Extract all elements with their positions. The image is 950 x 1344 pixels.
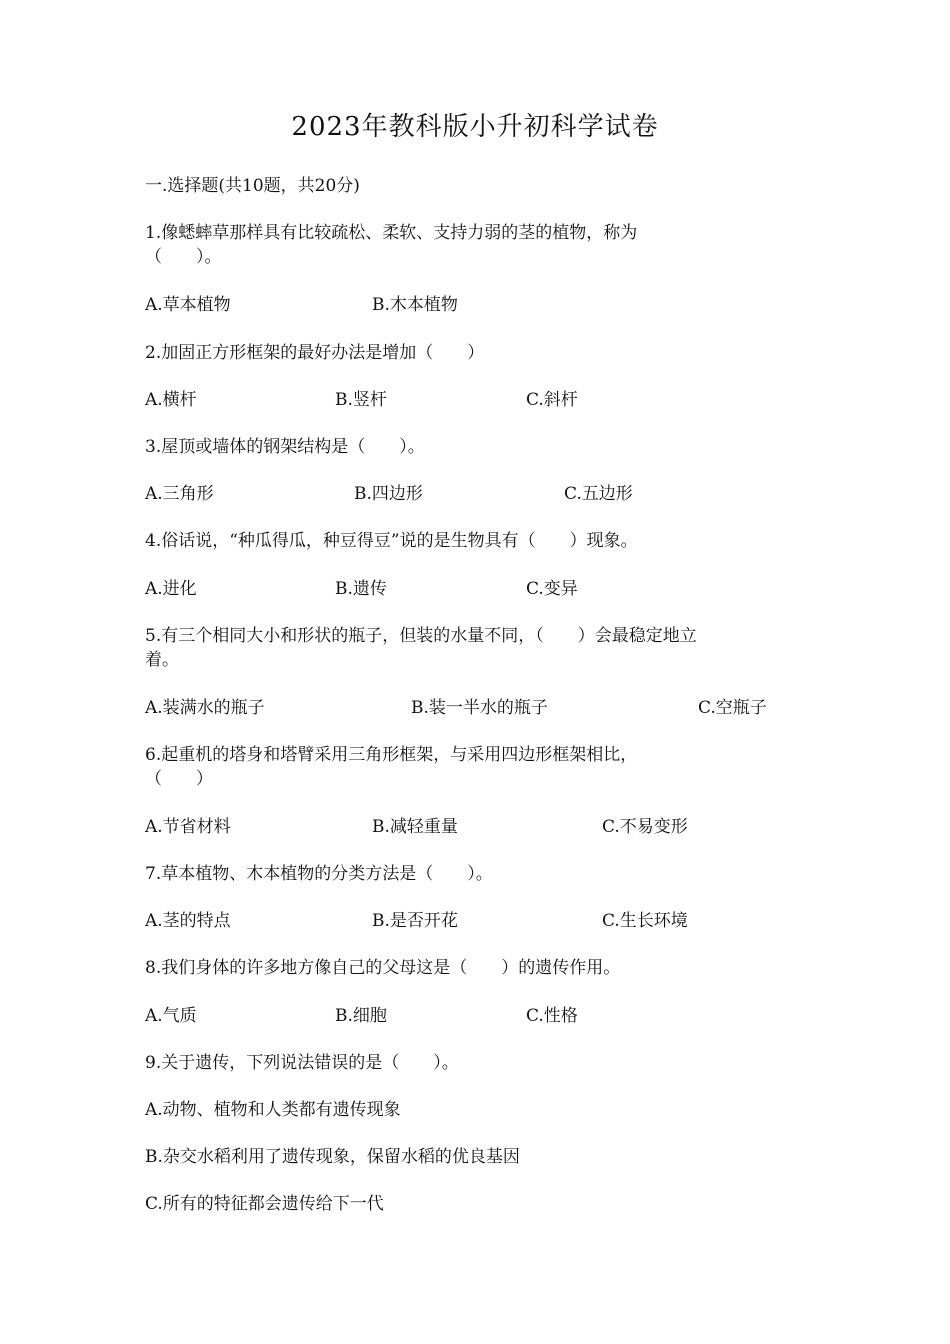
question-2-stem: 2.加固正方形框架的最好办法是增加（ ） bbox=[145, 343, 485, 363]
question-7-stem: 7.草本植物、木本植物的分类方法是（ ）。 bbox=[145, 864, 493, 884]
question-3-stem: 3.屋顶或墙体的钢架结构是（ ）。 bbox=[145, 437, 425, 457]
question-2-option-a: A.横杆 bbox=[145, 390, 197, 410]
section-header: 一.选择题(共10题，共20分) bbox=[145, 176, 360, 196]
question-1-option-a: A.草本植物 bbox=[145, 295, 231, 315]
question-6-option-b: B.减轻重量 bbox=[372, 817, 458, 837]
question-1-stem-line-1: 1.像蟋蟀草那样具有比较疏松、柔软、支持力弱的茎的植物，称为 bbox=[145, 223, 638, 243]
question-7-option-b: B.是否开花 bbox=[372, 911, 458, 931]
question-8-option-b: B.细胞 bbox=[335, 1006, 387, 1026]
question-4-option-a: A.进化 bbox=[145, 579, 197, 599]
question-3-option-b: B.四边形 bbox=[354, 484, 423, 504]
question-9-stem: 9.关于遗传，下列说法错误的是（ ）。 bbox=[145, 1053, 459, 1073]
question-4-option-b: B.遗传 bbox=[335, 579, 387, 599]
question-4-option-c: C.变异 bbox=[526, 579, 578, 599]
question-8-stem: 8.我们身体的许多地方像自己的父母这是（ ）的遗传作用。 bbox=[145, 958, 621, 978]
question-9-option-a: A.动物、植物和人类都有遗传现象 bbox=[145, 1100, 401, 1120]
question-5-option-c: C.空瓶子 bbox=[698, 698, 767, 718]
question-2-option-c: C.斜杆 bbox=[526, 390, 578, 410]
question-1-stem-line-2: （ ）。 bbox=[145, 247, 222, 267]
exam-title: 2023年教科版小升初科学试卷 bbox=[291, 112, 659, 142]
question-6-stem-line-1: 6.起重机的塔身和塔臂采用三角形框架，与采用四边形框架相比， bbox=[145, 745, 638, 765]
question-6-stem-line-2: （ ） bbox=[145, 769, 213, 789]
question-7-option-a: A.茎的特点 bbox=[145, 911, 231, 931]
question-1-option-b: B.木本植物 bbox=[372, 295, 458, 315]
question-8-option-c: C.性格 bbox=[526, 1006, 578, 1026]
question-2-option-b: B.竖杆 bbox=[335, 390, 387, 410]
question-5-stem-line-2: 着。 bbox=[145, 650, 179, 670]
question-5-stem-line-1: 5.有三个相同大小和形状的瓶子，但装的水量不同，（ ）会最稳定地立 bbox=[145, 626, 697, 646]
question-7-option-c: C.生长环境 bbox=[602, 911, 688, 931]
question-4-stem: 4.俗话说，“种瓜得瓜，种豆得豆”说的是生物具有（ ）现象。 bbox=[145, 531, 638, 551]
question-5-option-a: A.装满水的瓶子 bbox=[145, 698, 265, 718]
question-6-option-a: A.节省材料 bbox=[145, 817, 231, 837]
question-9-option-b: B.杂交水稻利用了遗传现象，保留水稻的优良基因 bbox=[145, 1147, 520, 1167]
question-9-option-c: C.所有的特征都会遗传给下一代 bbox=[145, 1194, 384, 1214]
question-8-option-a: A.气质 bbox=[145, 1006, 197, 1026]
question-3-option-a: A.三角形 bbox=[145, 484, 214, 504]
question-6-option-c: C.不易变形 bbox=[602, 817, 688, 837]
question-5-option-b: B.装一半水的瓶子 bbox=[411, 698, 548, 718]
question-3-option-c: C.五边形 bbox=[564, 484, 633, 504]
